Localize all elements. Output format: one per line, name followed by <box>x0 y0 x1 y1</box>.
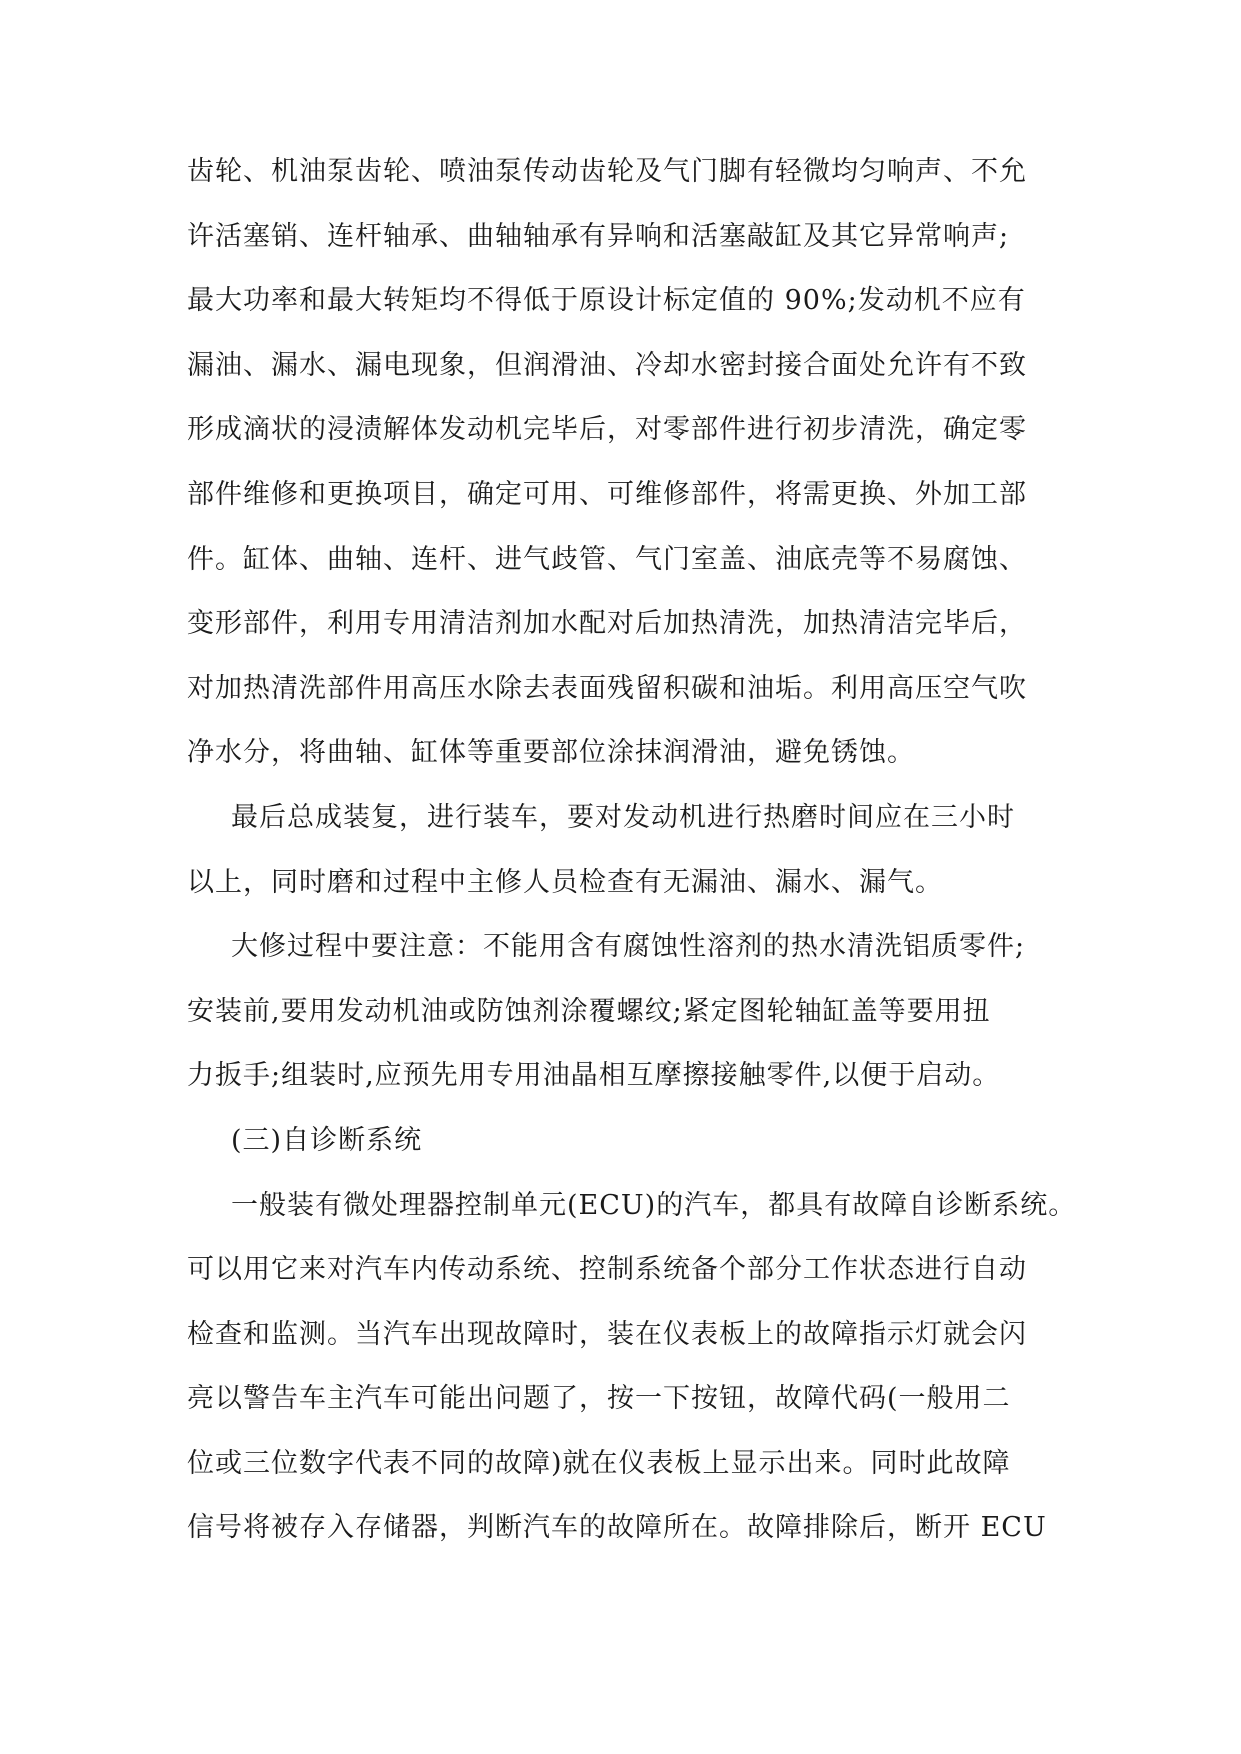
text-line: 信号将被存入存储器，判断汽车的故障所在。故障排除后，断开 ECU <box>187 1512 1047 1544</box>
text-line: 可以用它来对汽车内传动系统、控制系统备个部分工作状态进行自动 <box>187 1254 1027 1286</box>
text-line: 形成滴状的浸渍解体发动机完毕后，对零部件进行初步清洗，确定零 <box>187 414 1027 446</box>
text-line: 力扳手;组装时,应预先用专用油晶相互摩擦接触零件,以便于启动。 <box>187 1060 1001 1092</box>
text-line: 净水分，将曲轴、缸体等重要部位涂抹润滑油，避免锈蚀。 <box>187 737 915 769</box>
text-line: 漏油、漏水、漏电现象，但润滑油、冷却水密封接合面处允许有不致 <box>187 349 1027 381</box>
paragraph-first-line: 一般装有微处理器控制单元(ECU)的汽车，都具有故障自诊断系统。 <box>231 1189 1077 1221</box>
text-line: 变形部件，利用专用清洁剂加水配对后加热清洗，加热清洁完毕后， <box>187 608 1027 640</box>
text-line: 以上，同时磨和过程中主修人员检查有无漏油、漏水、漏气。 <box>187 866 943 898</box>
text-line: 安装前,要用发动机油或防蚀剂涂覆螺纹;紧定图轮轴缸盖等要用扭 <box>187 995 991 1027</box>
text-line: 部件维修和更换项目，确定可用、可维修部件，将需更换、外加工部 <box>187 478 1027 510</box>
body-text <box>187 140 1077 1561</box>
paragraph-first-line: 大修过程中要注意：不能用含有腐蚀性溶剂的热水清洗铝质零件; <box>231 931 1026 963</box>
paragraph-first-line: 最后总成装复，进行装车，要对发动机进行热磨时间应在三小时 <box>231 801 1015 833</box>
text-line: 齿轮、机油泵齿轮、喷油泵传动齿轮及气门脚有轻微均匀响声、不允 <box>187 156 1027 187</box>
text-line: 最大功率和最大转矩均不得低于原设计标定值的 90%;发动机不应有 <box>187 285 1026 317</box>
text-line: 件。缸体、曲轴、连杆、进气歧管、气门室盖、油底壳等不易腐蚀、 <box>187 543 1027 575</box>
text-line: 位或三位数字代表不同的故障)就在仪表板上显示出来。同时此故障 <box>187 1447 1011 1479</box>
text-line: 许活塞销、连杆轴承、曲轴轴承有异响和活塞敲缸及其它异常响声; <box>187 220 1010 252</box>
text-line: 检查和监测。当汽车出现故障时，装在仪表板上的故障指示灯就会闪 <box>187 1318 1027 1350</box>
section-heading: (三)自诊断系统 <box>231 1124 423 1156</box>
text-line: 亮以警告车主汽车可能出问题了，按一下按钮，故障代码(一般用二 <box>187 1383 1011 1415</box>
text-line: 对加热清洗部件用高压水除去表面残留积碳和油垢。利用高压空气吹 <box>187 672 1027 704</box>
